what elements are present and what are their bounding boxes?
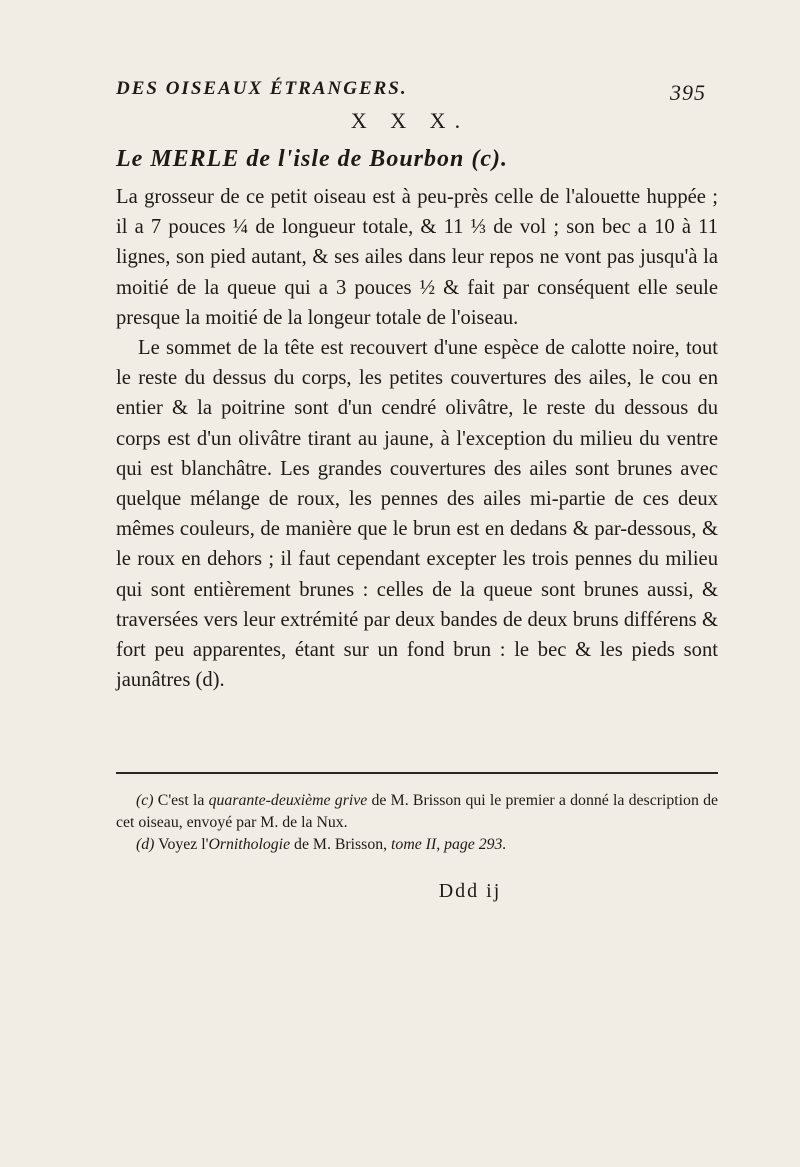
footnote-c-before: C'est la	[153, 792, 209, 809]
paragraph-1: La grosseur de ce petit oiseau est à peu-près celle de l'alouette huppée ; il a 7 pouces ¼ de longueur totale, & 11 ⅓ de vol ; son bec a 10 à 11 lignes, son pied autant, & ses ailes dans leur repos ne vont pas jusqu'à la moitié de la queue qui a 3 pouces ½ & fait par conséquent elle seule presque la moitié de la longeur totale de l'oiseau.	[116, 186, 718, 329]
footnote-d-italic2: tome II, page 293.	[391, 836, 507, 853]
footnote-d-before: Voyez l'	[154, 836, 209, 853]
body-text	[116, 182, 718, 695]
footnote-rule	[116, 772, 718, 774]
paragraph-2: Le sommet de la tête est recouvert d'une espèce de calotte noire, tout le reste du dessus du corps, les petites couvertures des ailes, le cou en entier & la poitrine sont d'un cendré olivâtre, le reste du dessous du corps est d'un olivâtre tirant au jaune, à l'exception du milieu du ventre qui est blanchâtre. Les grandes couvertures des ailes sont brunes avec quelque mélange de roux, les pennes des ailes mi-partie de ces deux mêmes couleurs, de manière que le brun est en dedans & par-dessous, & le roux en dehors ; il faut cependant excepter les trois pennes du milieu qui sont entièrement brunes : celles de la queue sont brunes aussi, & traversées vers leur extrémité par deux bandes de deux bruns différens & fort peu apparentes, étant sur un fond brun : le bec & les pieds sont jaunâtres (d).	[116, 337, 718, 692]
page-number: 395	[670, 80, 706, 105]
article-title: Le MERLE de l'isle de Bourbon (c).	[116, 146, 508, 172]
running-head	[116, 78, 706, 105]
footnote-d-mark: (d)	[136, 836, 155, 853]
footnotes	[116, 790, 718, 856]
footnote-c-mark: (c)	[136, 792, 154, 809]
signature-mark: Ddd ij	[438, 880, 502, 902]
running-head-title: DES OISEAUX ÉTRANGERS.	[116, 78, 408, 99]
footnote-d	[116, 834, 718, 856]
footnote-d-middle: de M. Brisson,	[290, 836, 392, 853]
footnote-d-italic: Ornithologie	[208, 836, 291, 853]
footnote-c-italic: quarante-deuxième grive	[208, 792, 368, 809]
footnote-c	[116, 790, 718, 834]
chapter-number: X X X.	[350, 108, 470, 133]
footnote-c-after: de M. Brisson qui le premier a donné la description de cet oiseau, envoyé par M. de la Nux.	[116, 792, 718, 831]
